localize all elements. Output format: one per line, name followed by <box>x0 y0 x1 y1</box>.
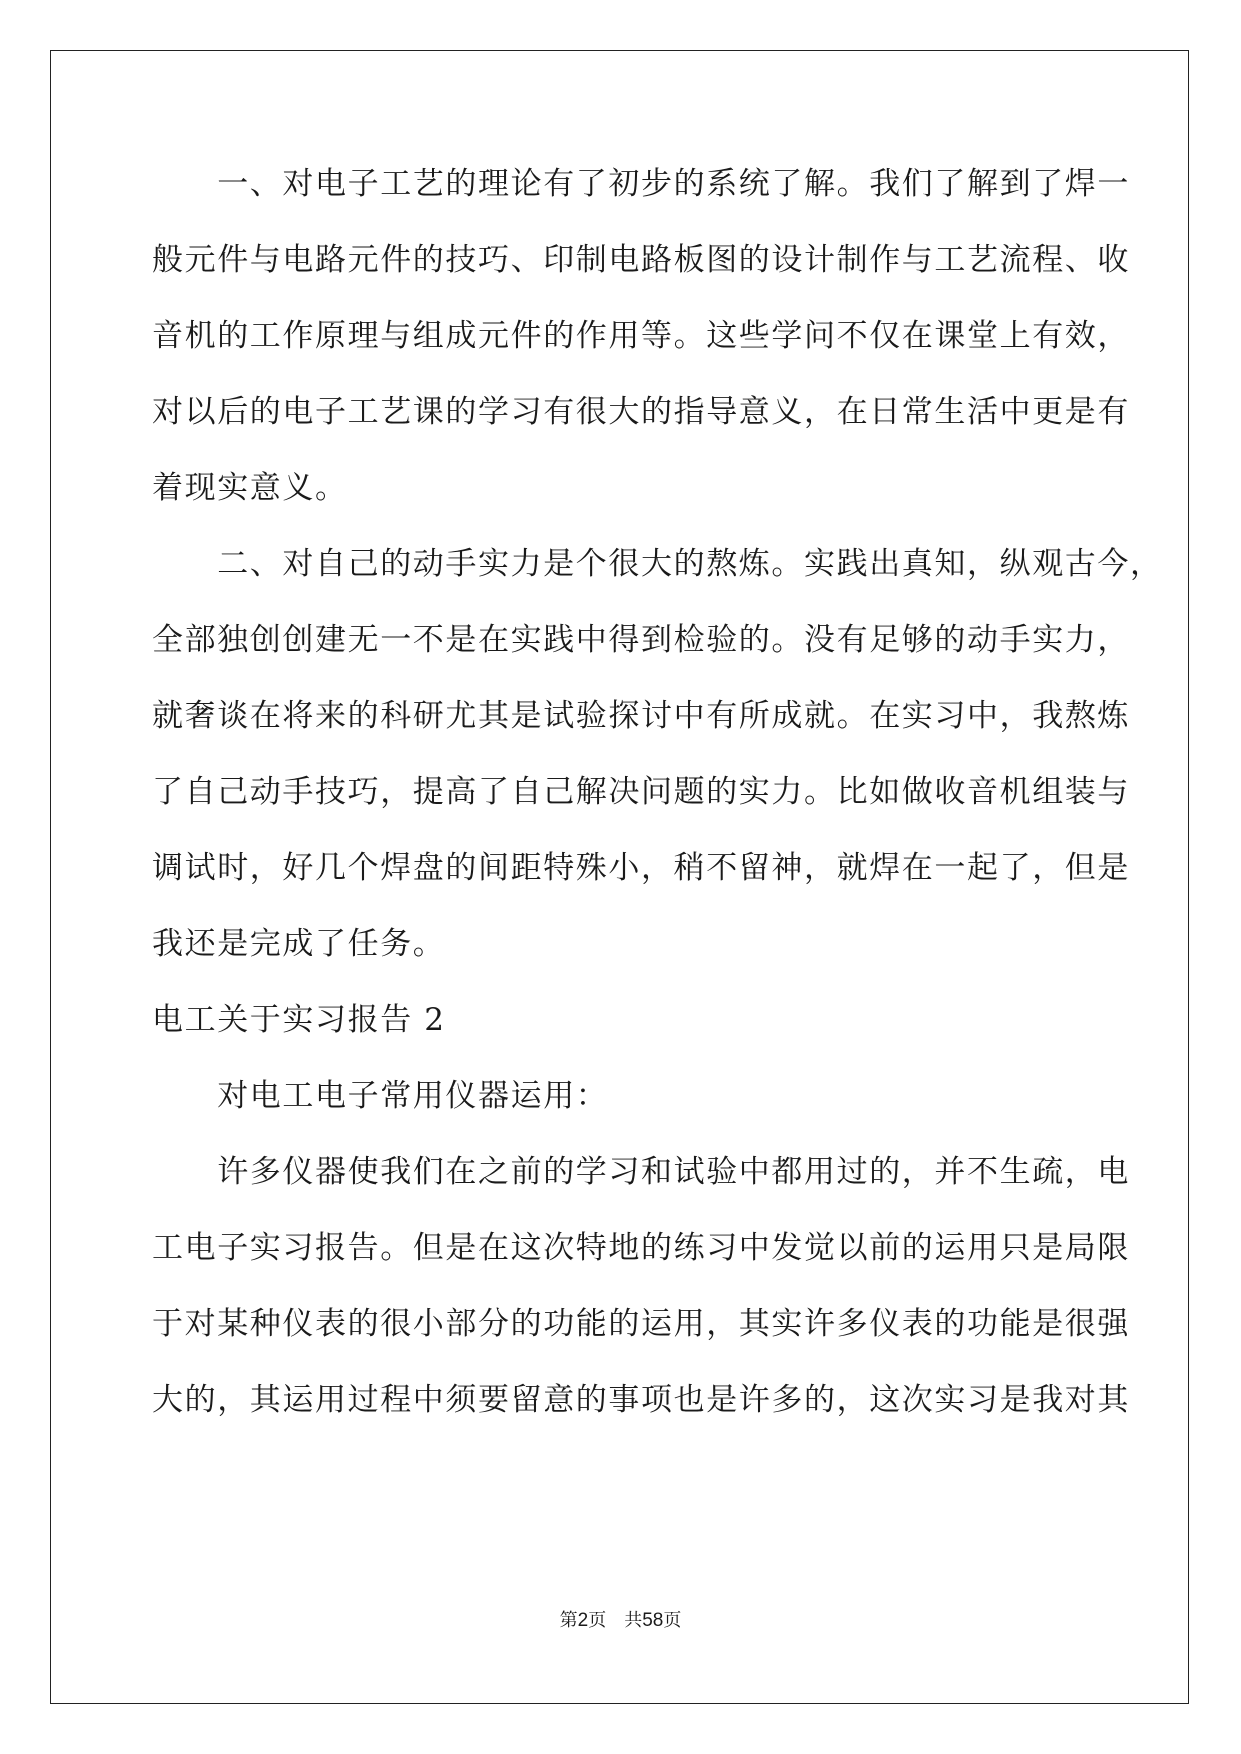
paragraph-line: 般元件与电路元件的技巧、印制电路板图的设计制作与工艺流程、收 <box>152 242 1130 278</box>
paragraph-line: 调试时，好几个焊盘的间距特殊小，稍不留神，就焊在一起了，但是 <box>152 850 1130 886</box>
paragraph-line: 全部独创创建无一不是在实践中得到检验的。没有足够的动手实力， <box>152 622 1130 658</box>
paragraph-line: 许多仪器使我们在之前的学习和试验中都用过的，并不生疏，电 <box>152 1154 1130 1190</box>
page-number: 2 <box>577 1610 589 1631</box>
paragraph-line: 工电子实习报告。但是在这次特地的练习中发觉以前的运用只是局限 <box>152 1230 1130 1266</box>
paragraph-line: 了自己动手技巧，提高了自己解决问题的实力。比如做收音机组装与 <box>152 774 1130 810</box>
paragraph-line: 二、对自己的动手实力是个很大的熬炼。实践出真知，纵观古今， <box>152 546 1163 582</box>
page-footer <box>0 1609 1241 1633</box>
paragraph-line: 音机的工作原理与组成元件的作用等。这些学问不仅在课堂上有效， <box>152 318 1130 354</box>
footer-mid: 页 共 <box>588 1610 643 1631</box>
total-pages: 58 <box>642 1610 664 1631</box>
paragraph-line: 我还是完成了任务。 <box>152 926 446 962</box>
paragraph-line: 对电工电子常用仪器运用： <box>152 1078 609 1114</box>
footer-prefix: 第 <box>559 1610 578 1631</box>
section-title: 电工关于实习报告 2 <box>152 1002 446 1038</box>
paragraph-line: 对以后的电子工艺课的学习有很大的指导意义，在日常生活中更是有 <box>152 394 1130 430</box>
paragraph-line: 大的，其运用过程中须要留意的事项也是许多的，这次实习是我对其 <box>152 1382 1130 1418</box>
paragraph-line: 就奢谈在将来的科研尤其是试验探讨中有所成就。在实习中，我熬炼 <box>152 698 1130 734</box>
paragraph-line: 于对某种仪表的很小部分的功能的运用，其实许多仪表的功能是很强 <box>152 1306 1130 1342</box>
footer-suffix: 页 <box>663 1610 682 1631</box>
paragraph-line: 着现实意义。 <box>152 470 348 506</box>
paragraph-line: 一、对电子工艺的理论有了初步的系统了解。我们了解到了焊一 <box>152 166 1130 202</box>
